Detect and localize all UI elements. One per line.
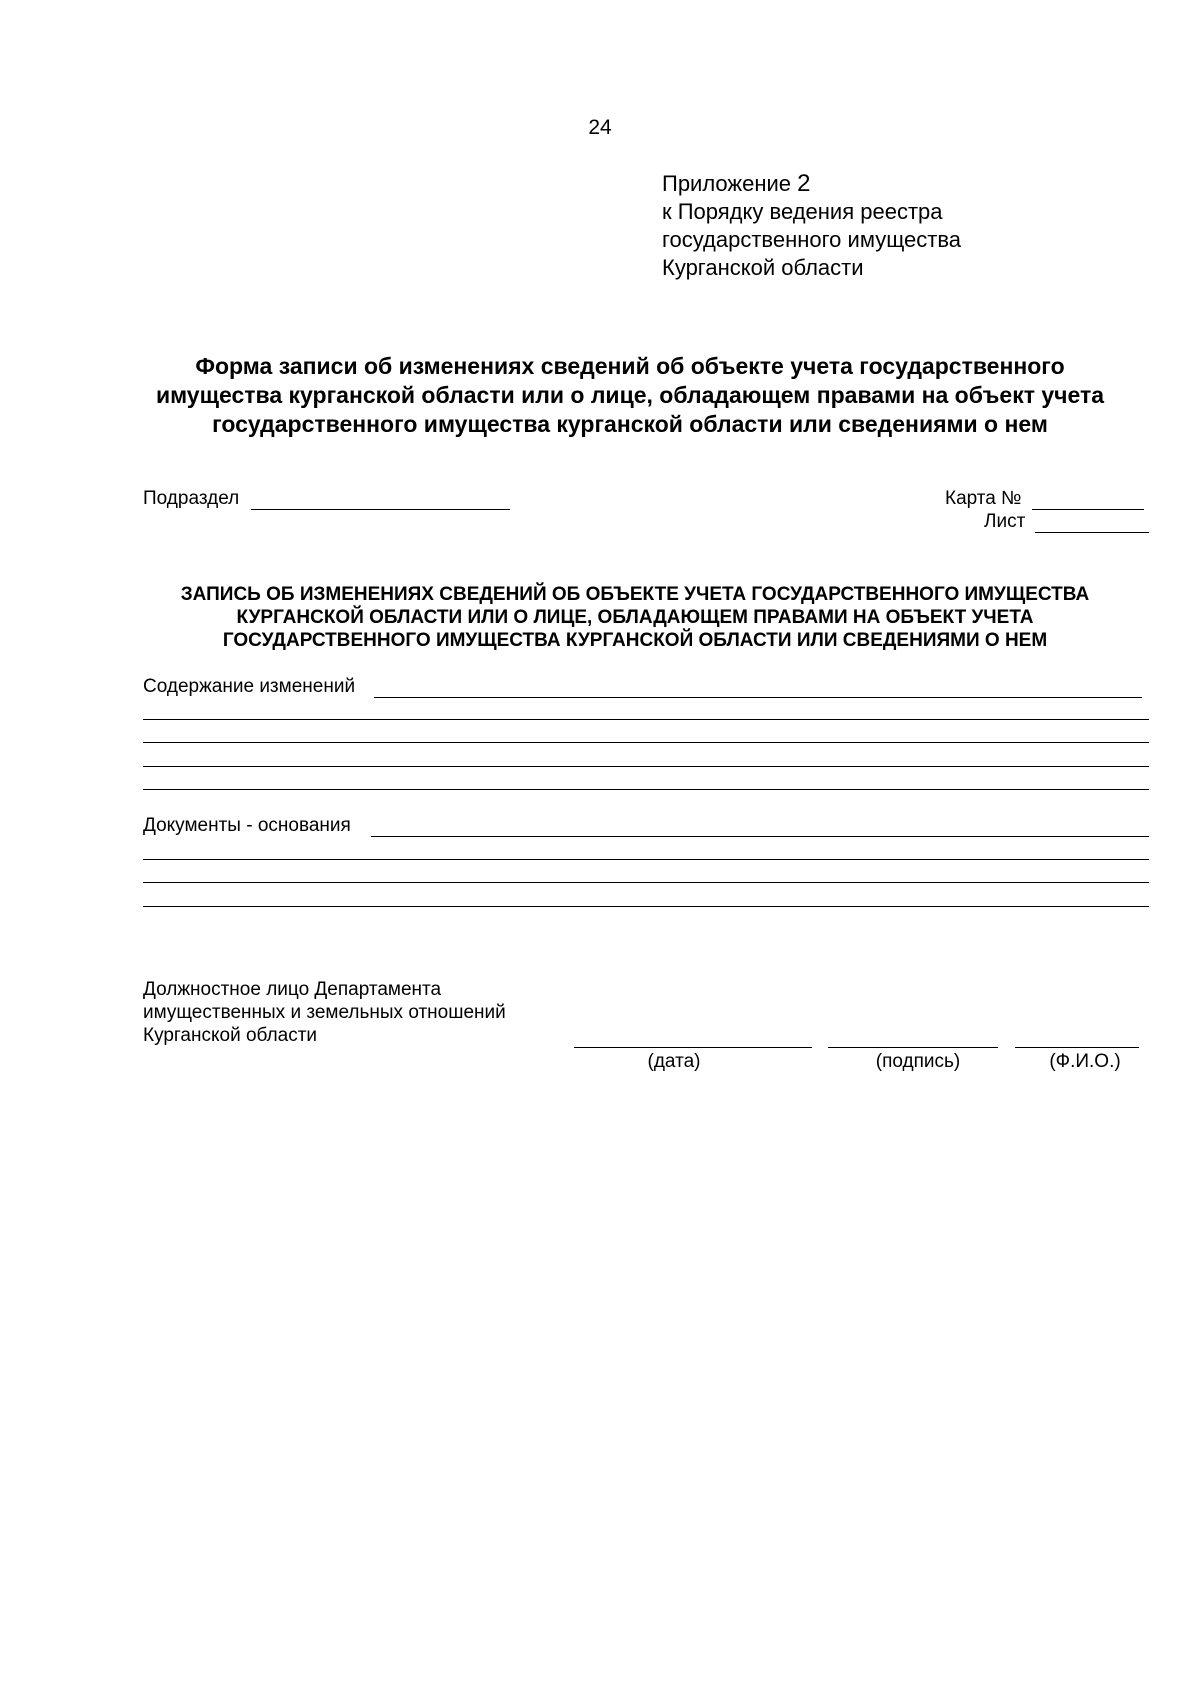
page-number: 24 [588, 116, 612, 139]
basis-documents-line[interactable] [143, 859, 1149, 860]
content-changes-line[interactable] [143, 742, 1149, 743]
signer-line-1: Должностное лицо Департамента [143, 979, 442, 1000]
basis-documents-field[interactable] [371, 836, 1149, 837]
basis-documents-line[interactable] [143, 882, 1149, 883]
content-changes-line[interactable] [143, 789, 1149, 790]
sheet-field[interactable] [1035, 532, 1149, 533]
card-number-field[interactable] [1032, 509, 1144, 510]
signature-field[interactable] [828, 1047, 998, 1048]
signer-block [143, 978, 573, 1047]
record-title [140, 583, 1130, 652]
signer-line-3: Курганской области [143, 1025, 318, 1046]
record-title-line-1: ЗАПИСЬ ОБ ИЗМЕНЕНИЯХ СВЕДЕНИЙ ОБ ОБЪЕКТЕ УЧЕТА ГОСУДАРСТВЕННОГО ИМУЩЕСТВА [180, 584, 1090, 605]
content-changes-field[interactable] [374, 697, 1142, 698]
form-title [130, 352, 1130, 439]
form-title-line-3: государственного имущества курганской области или сведениями о нем [212, 411, 1048, 437]
date-field[interactable] [574, 1047, 812, 1048]
card-number-label: Карта № [945, 488, 1022, 509]
record-title-line-2: КУРГАНСКОЙ ОБЛАСТИ ИЛИ О ЛИЦЕ, ОБЛАДАЮЩЕМ ПРАВАМИ НА ОБЪЕКТ УЧЕТА [236, 607, 1034, 628]
form-title-line-2: имущества курганской области или о лице, обладающем правами на объект учета [155, 382, 1105, 408]
content-changes-line[interactable] [143, 766, 1149, 767]
appendix-number: 2 [797, 170, 811, 197]
content-changes-label: Содержание изменений [143, 676, 356, 697]
full-name-field[interactable] [1015, 1047, 1139, 1048]
date-caption: (дата) [647, 1051, 701, 1072]
subsection-field[interactable] [251, 509, 510, 510]
appendix-label: Приложение [662, 171, 798, 196]
sheet-label: Лист [984, 511, 1026, 532]
appendix-line-4: Курганской области [662, 255, 864, 280]
appendix-block [662, 170, 1142, 282]
form-title-line-1: Форма записи об изменениях сведений об объекте учета государственного [195, 353, 1065, 379]
appendix-line-3: государственного имущества [662, 227, 962, 252]
appendix-line-1 [662, 170, 1142, 198]
subsection-label: Подраздел [143, 488, 240, 509]
basis-documents-label: Документы - основания [143, 815, 351, 836]
full-name-caption: (Ф.И.О.) [1049, 1051, 1121, 1072]
basis-documents-line[interactable] [143, 906, 1149, 907]
appendix-line-2: к Порядку ведения реестра [662, 199, 943, 224]
signer-line-2: имущественных и земельных отношений [143, 1002, 506, 1023]
signature-caption: (подпись) [875, 1051, 961, 1072]
content-changes-line[interactable] [143, 719, 1149, 720]
record-title-line-3: ГОСУДАРСТВЕННОГО ИМУЩЕСТВА КУРГАНСКОЙ ОБЛАСТИ ИЛИ СВЕДЕНИЯМИ О НЕМ [222, 630, 1048, 651]
